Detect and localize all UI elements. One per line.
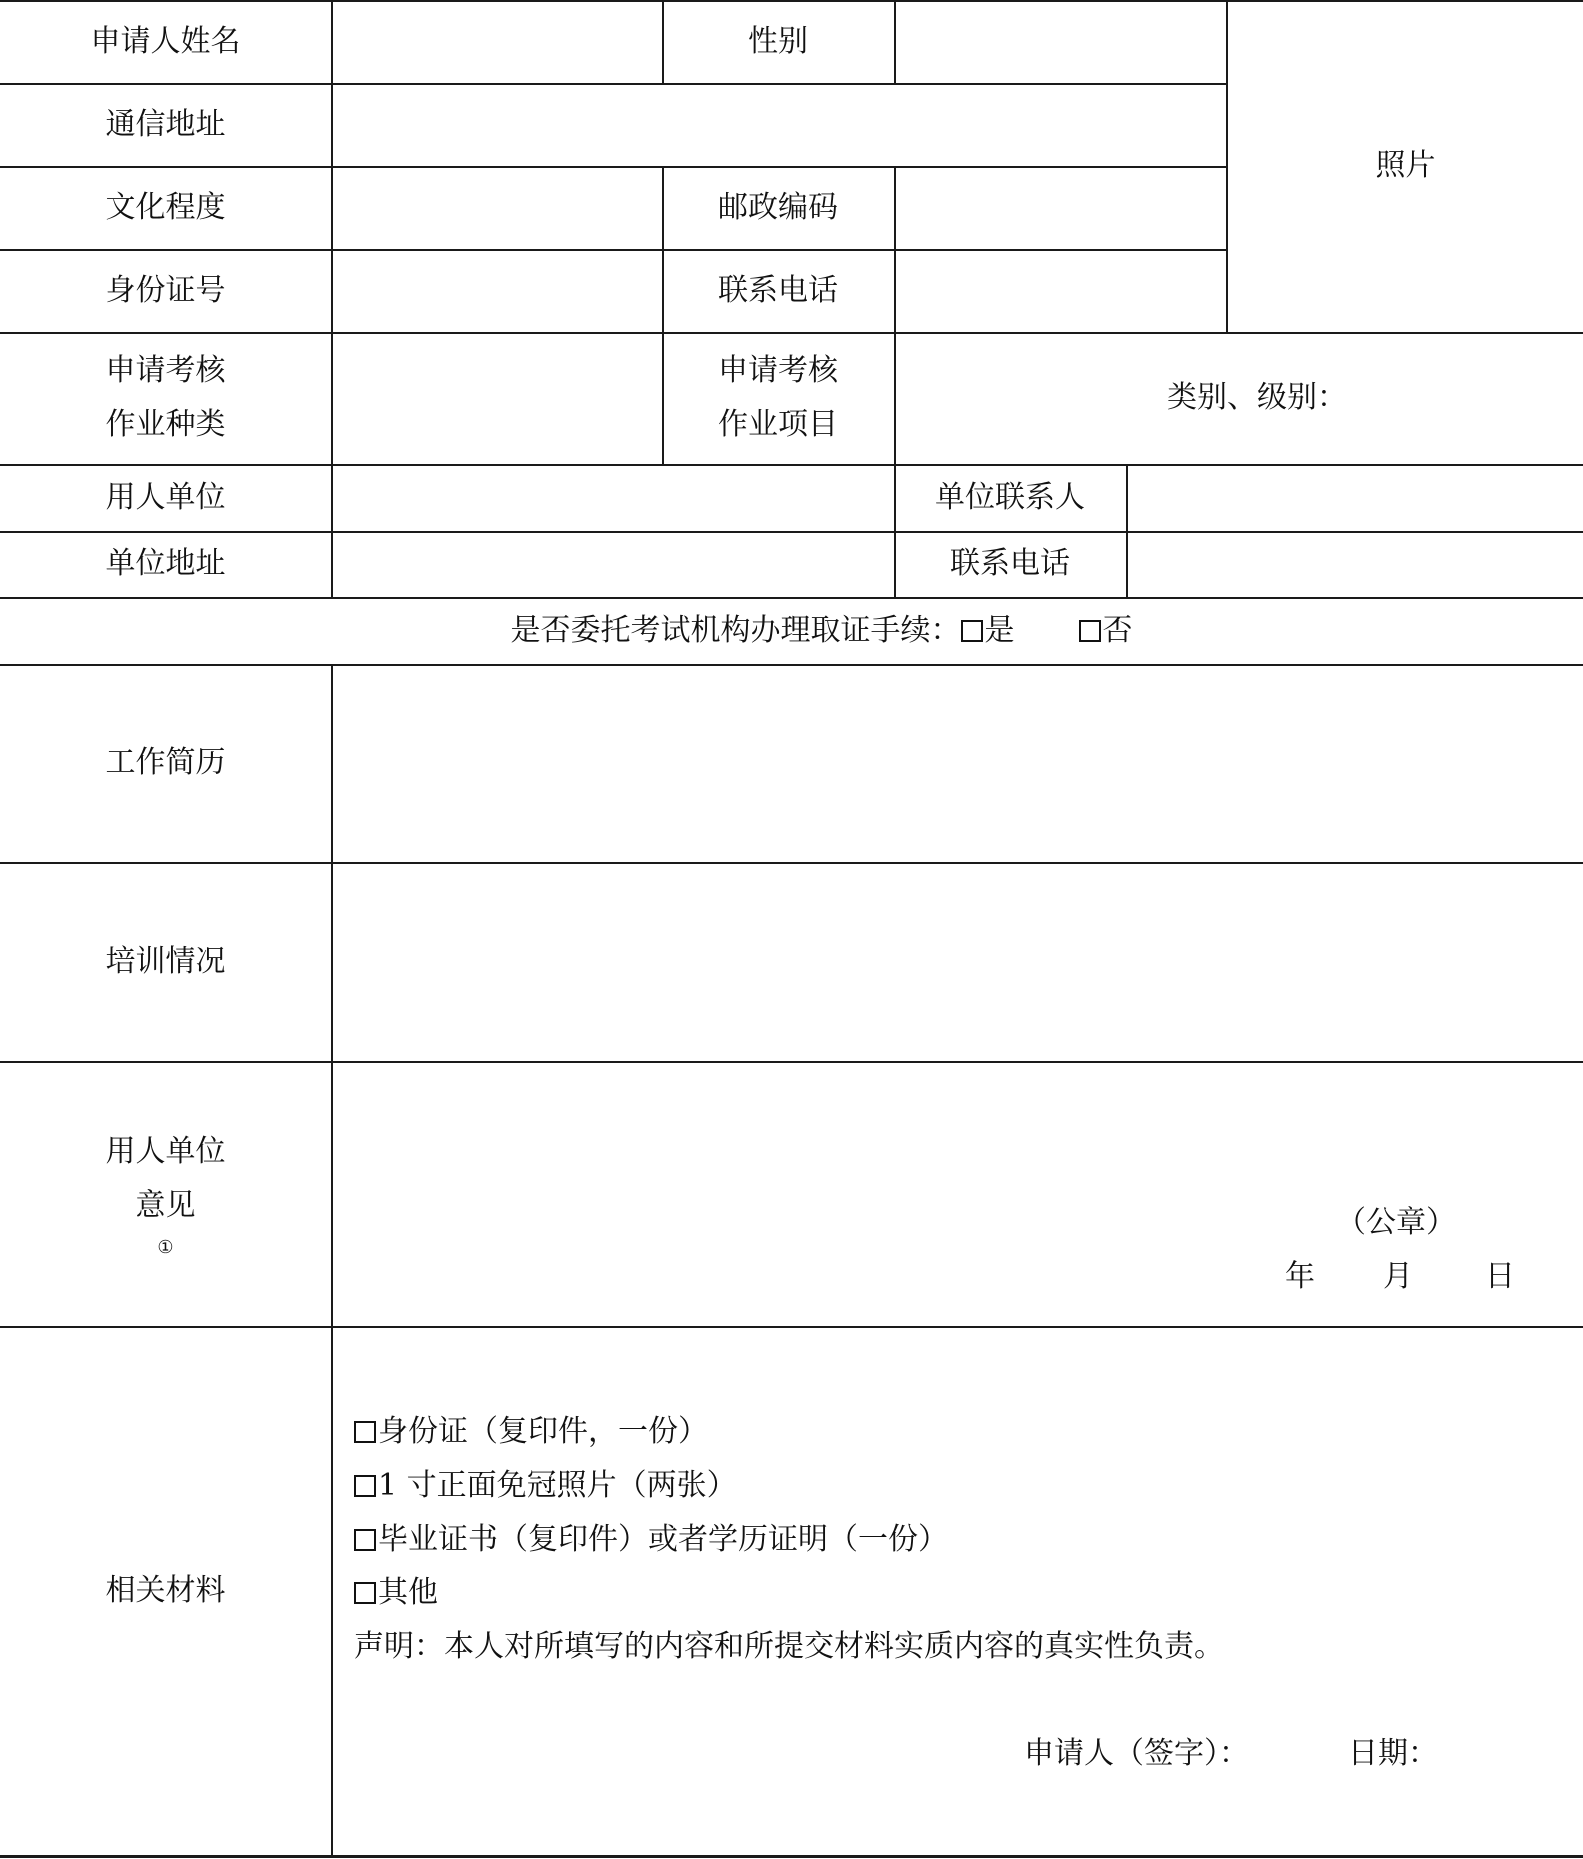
label-education: 文化程度 bbox=[105, 189, 226, 225]
label-phone: 联系电话 bbox=[718, 272, 838, 308]
field-phone[interactable] bbox=[896, 251, 1226, 332]
material-item-id-card bbox=[354, 1412, 708, 1452]
field-exam-type[interactable] bbox=[333, 334, 662, 464]
date-day-label: 日 bbox=[1485, 1259, 1515, 1294]
material-other-label: 其他 bbox=[378, 1575, 438, 1610]
field-training[interactable] bbox=[333, 864, 1583, 1061]
label-employer-opinion-text: 意见 bbox=[135, 1187, 196, 1223]
label-exam-item-line1: 申请考核 bbox=[718, 353, 838, 388]
field-address[interactable] bbox=[333, 85, 1226, 166]
label-employer-opinion-line2 bbox=[136, 1179, 196, 1263]
material-id-card-checkbox[interactable] bbox=[354, 1421, 376, 1443]
entrust-yes-label: 是 bbox=[984, 612, 1015, 648]
field-work-history[interactable] bbox=[333, 666, 1583, 862]
entrust-yes-checkbox[interactable] bbox=[961, 620, 983, 642]
material-id-card-label: 身份证（复印件，一份） bbox=[378, 1414, 708, 1449]
entrust-row bbox=[0, 597, 1583, 664]
declaration-text: 声明：本人对所填写的内容和所提交材料实质内容的真实性负责。 bbox=[354, 1629, 1224, 1664]
field-category-level[interactable] bbox=[896, 332, 1583, 464]
date-year-label: 年 bbox=[1285, 1259, 1315, 1294]
field-materials bbox=[333, 1328, 1583, 1855]
label-employer-opinion bbox=[0, 1061, 331, 1326]
label-materials: 相关材料 bbox=[105, 1573, 226, 1608]
label-category-level: 类别、级别： bbox=[1167, 380, 1347, 415]
material-diploma-label: 毕业证书（复印件）或者学历证明（一份） bbox=[378, 1522, 948, 1557]
seal-label: （公章） bbox=[1336, 1205, 1456, 1240]
field-employer-phone[interactable] bbox=[1128, 533, 1583, 597]
entrust-no-label: 否 bbox=[1102, 612, 1133, 648]
field-postal-code[interactable] bbox=[896, 168, 1226, 249]
field-education[interactable] bbox=[333, 168, 662, 249]
label-exam-type-line2: 作业种类 bbox=[105, 407, 226, 442]
label-exam-type-line1: 申请考核 bbox=[105, 353, 226, 388]
label-exam-item-line2: 作业项目 bbox=[718, 407, 838, 442]
photo-box: 照片 bbox=[1375, 148, 1436, 183]
field-employer[interactable] bbox=[333, 466, 894, 531]
field-employer-address[interactable] bbox=[333, 533, 894, 597]
entrust-no-checkbox[interactable] bbox=[1079, 620, 1101, 642]
field-id-number[interactable] bbox=[333, 251, 662, 332]
label-address: 通信地址 bbox=[105, 106, 226, 142]
date-month-label: 月 bbox=[1383, 1259, 1413, 1294]
signature-label: 申请人（签字）： bbox=[1024, 1736, 1249, 1771]
label-employer-opinion-line1: 用人单位 bbox=[105, 1133, 226, 1169]
label-employer-address: 单位地址 bbox=[105, 546, 226, 581]
label-applicant-name: 申请人姓名 bbox=[90, 23, 241, 59]
label-employer: 用人单位 bbox=[105, 479, 226, 515]
label-training: 培训情况 bbox=[105, 943, 226, 979]
label-employer-phone: 联系电话 bbox=[950, 546, 1070, 581]
field-gender[interactable] bbox=[896, 2, 1226, 83]
label-postal-code: 邮政编码 bbox=[718, 189, 838, 225]
label-exam-item bbox=[662, 332, 894, 464]
material-photo-label: 1 寸正面免冠照片（两张） bbox=[378, 1468, 737, 1503]
footnote-marker: ① bbox=[157, 1236, 174, 1258]
material-item-diploma bbox=[354, 1520, 948, 1560]
material-other-checkbox[interactable] bbox=[354, 1582, 376, 1604]
entrust-question: 是否委托考试机构办理取证手续： bbox=[510, 612, 961, 648]
label-work-history: 工作简历 bbox=[105, 745, 226, 780]
label-exam-type bbox=[0, 332, 331, 464]
label-employer-contact: 单位联系人 bbox=[935, 479, 1085, 515]
field-employer-contact[interactable] bbox=[1128, 466, 1583, 531]
label-gender: 性别 bbox=[748, 23, 808, 59]
signature-date-label: 日期： bbox=[1348, 1736, 1438, 1771]
material-item-photo bbox=[354, 1466, 737, 1506]
material-item-other bbox=[354, 1573, 438, 1613]
field-applicant-name[interactable] bbox=[333, 2, 662, 83]
material-photo-checkbox[interactable] bbox=[354, 1475, 376, 1497]
material-diploma-checkbox[interactable] bbox=[354, 1529, 376, 1551]
label-id-number: 身份证号 bbox=[105, 272, 226, 308]
